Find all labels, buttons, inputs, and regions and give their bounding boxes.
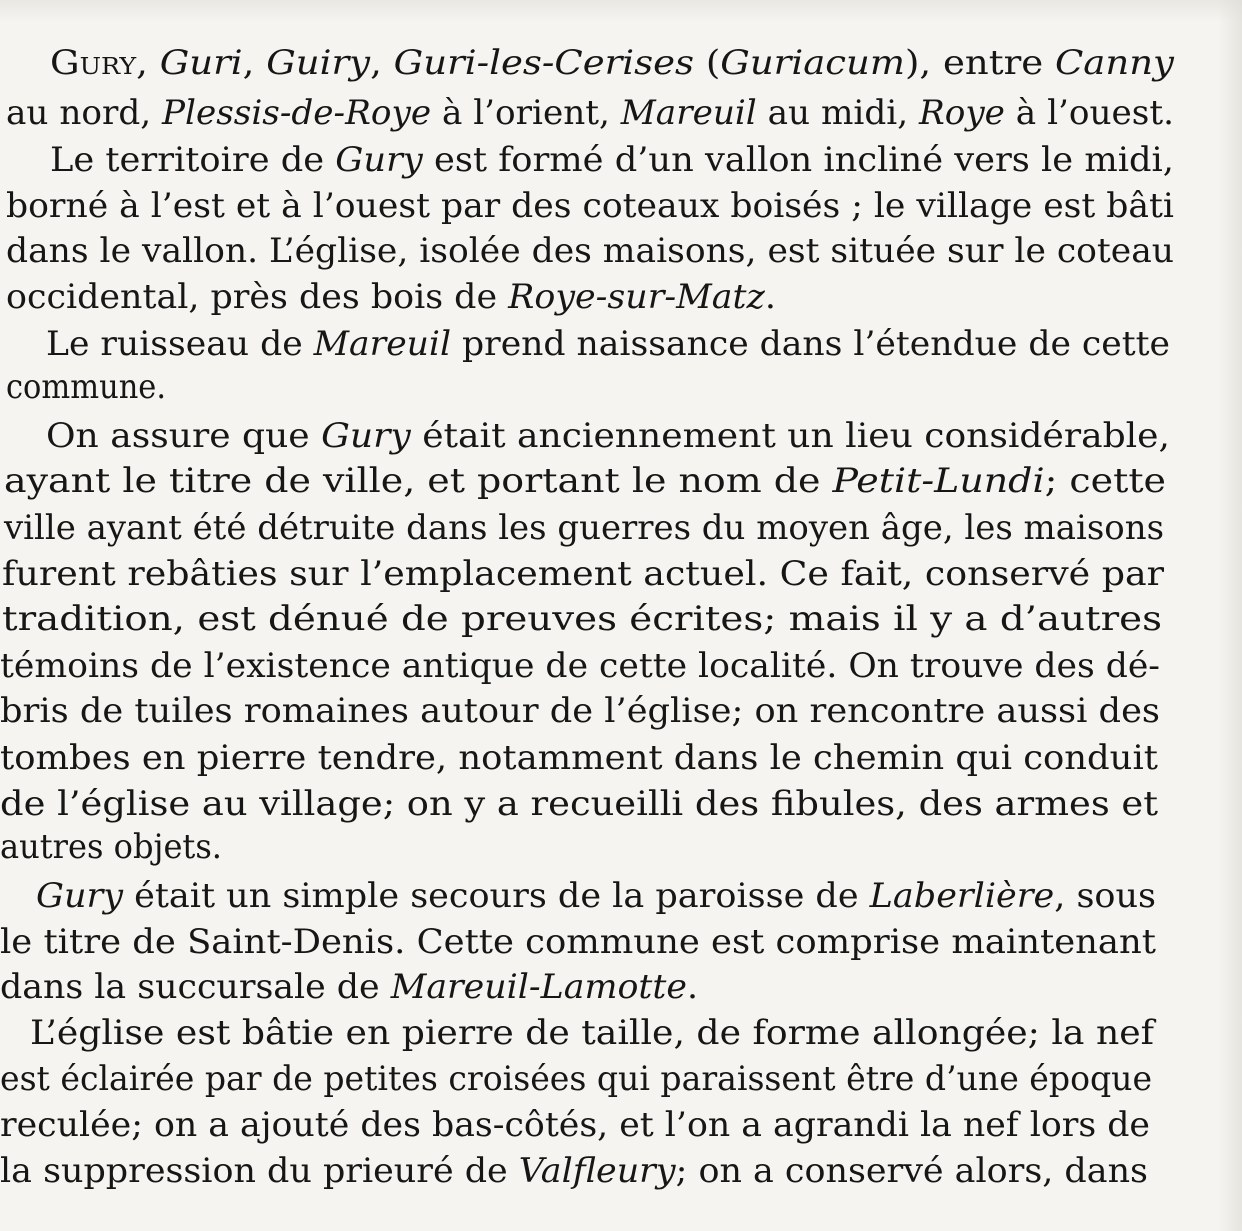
text-line-content: Gury était un simple secours de la paroisse de Laberlière, sous [36, 876, 1157, 915]
text-line-content: témoins de l’existence antique de cette localité. On trouve des dé- [0, 646, 1160, 685]
text-line-2 [6, 92, 1242, 134]
text-line-25 [0, 1150, 1242, 1192]
text-line-23 [0, 1058, 1242, 1100]
text-line-8 [6, 366, 1242, 408]
text-line-19 [36, 875, 1242, 917]
text-line-4 [6, 185, 1242, 227]
text-line-15 [0, 690, 1242, 732]
text-line-content: la suppression du prieuré de Valfleury; on a conservé alors, dans [0, 1151, 1148, 1190]
text-line-content: Gury, Guri, Guiry, Guri-les-Cerises (Guriacum), entre Canny [50, 43, 1174, 82]
text-line-content: tombes en pierre tendre, notamment dans le chemin qui conduit [0, 738, 1158, 777]
text-line-content: est éclairée par de petites croisées qui paraissent être d’une époque [0, 1059, 1153, 1098]
text-line-content: Le ruisseau de Mareuil prend naissance dans l’étendue de cette [46, 324, 1171, 363]
text-line-content: ayant le titre de ville, et portant le nom de Petit-Lundi; cette [4, 461, 1167, 500]
text-line-content: ville ayant été détruite dans les guerres du moyen âge, les maisons [4, 508, 1165, 547]
page-top-edge [0, 0, 1242, 22]
text-line-content: le titre de Saint-Denis. Cette commune est comprise maintenant [0, 922, 1156, 961]
text-line-1 [50, 42, 1242, 84]
text-line-content: dans le vallon. L’église, isolée des maisons, est située sur le coteau [6, 231, 1175, 270]
text-line-18 [0, 826, 1242, 868]
text-line-content: commune. [6, 367, 166, 406]
text-line-20 [0, 921, 1242, 963]
text-line-21 [0, 966, 1242, 1008]
text-line-content: furent rebâties sur l’emplacement actuel. Ce fait, conservé par [2, 554, 1165, 593]
text-line-17 [0, 783, 1242, 825]
text-line-content: reculée; on a ajouté des bas-côtés, et l’on a agrandi la nef lors de [0, 1105, 1150, 1144]
text-line-content: dans la succursale de Mareuil-Lamotte. [0, 967, 699, 1006]
text-line-content: borné à l’est et à l’ouest par des coteaux boisés ; le village est bâti [6, 186, 1174, 225]
text-line-content: On assure que Gury était anciennement un lieu considérable, [46, 416, 1170, 455]
page-right-edge [1218, 0, 1242, 1231]
text-line-3 [50, 139, 1242, 181]
text-line-7 [46, 323, 1242, 365]
text-line-16 [0, 737, 1242, 779]
text-line-6 [6, 276, 1242, 318]
text-line-content: occidental, près des bois de Roye-sur-Matz. [6, 277, 776, 316]
text-line-24 [0, 1104, 1242, 1146]
text-line-content: L’église est bâtie en pierre de taille, de forme allongée; la nef [30, 1013, 1155, 1052]
text-line-content: de l’église au village; on y a recueilli des fibules, des armes et [0, 784, 1159, 823]
text-line-5 [6, 230, 1242, 272]
text-line-10 [4, 460, 1242, 502]
text-line-9 [46, 415, 1242, 457]
text-line-content: bris de tuiles romaines autour de l’église; on rencontre aussi des [0, 691, 1160, 730]
text-line-content: autres objets. [0, 827, 222, 866]
text-line-content: au nord, Plessis-de-Roye à l’orient, Mareuil au midi, Roye à l’ouest. [6, 93, 1175, 132]
text-line-22 [30, 1012, 1242, 1054]
text-line-content: Le territoire de Gury est formé d’un vallon incliné vers le midi, [50, 140, 1174, 179]
text-line-13 [2, 598, 1242, 640]
text-line-12 [2, 553, 1242, 595]
text-line-14 [0, 645, 1242, 687]
text-line-11 [4, 507, 1242, 549]
text-line-content: tradition, est dénué de preuves écrites; mais il y a d’autres [2, 599, 1162, 638]
